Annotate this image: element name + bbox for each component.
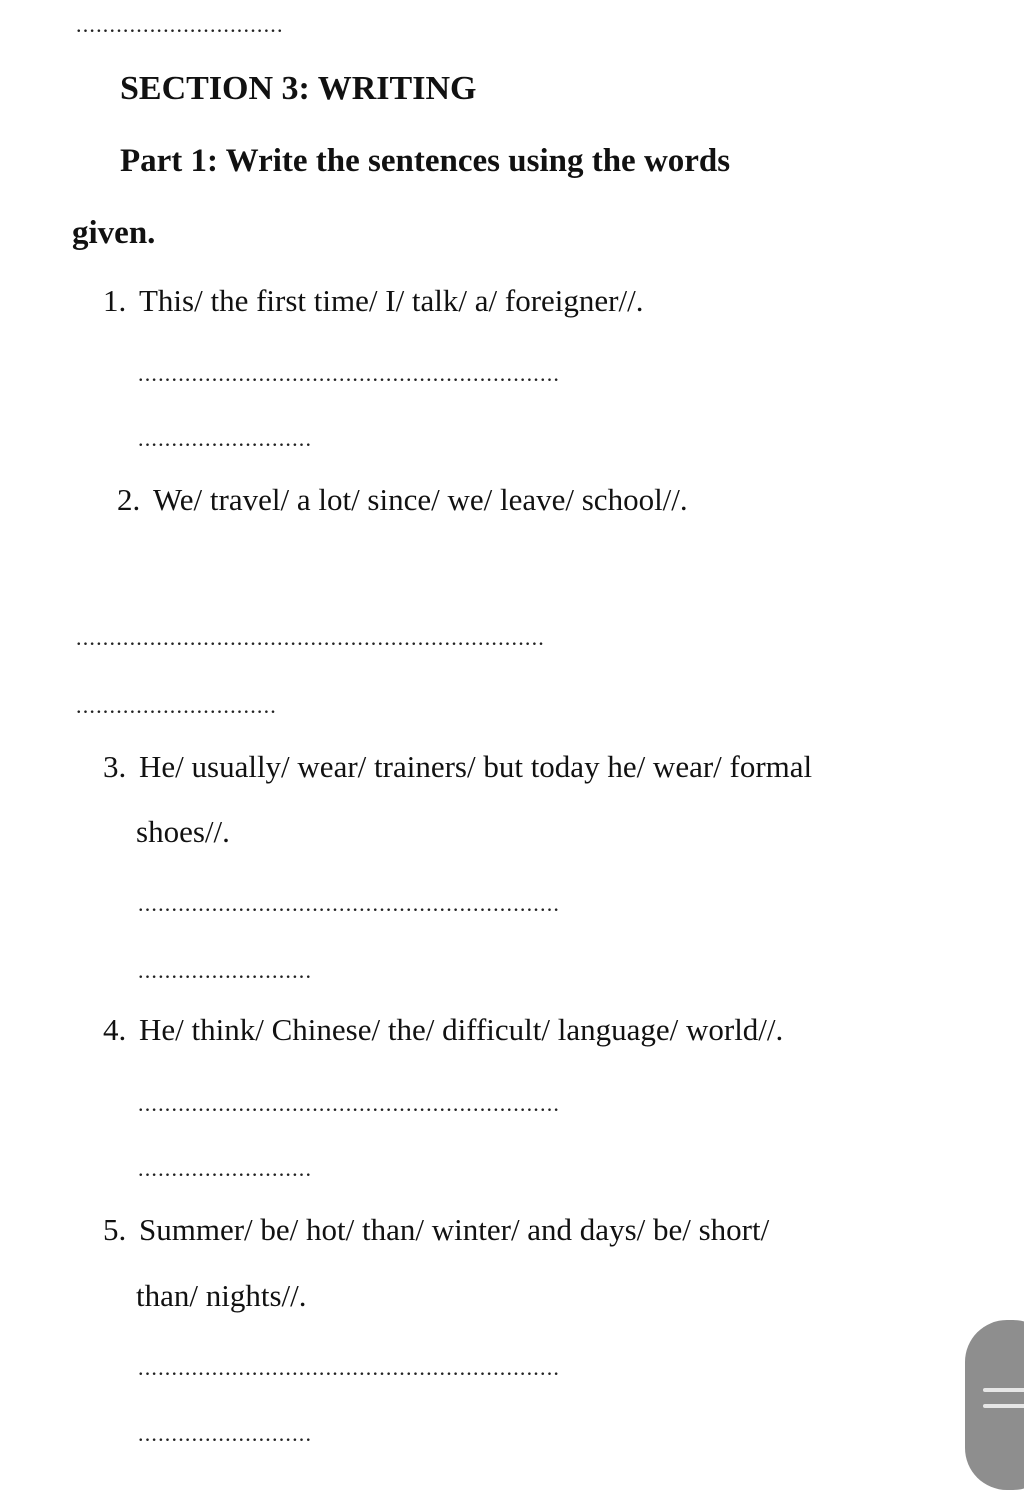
top-answer-dots: ............................... (76, 14, 284, 36)
question-5-continued: than/ nights//. (136, 1278, 307, 1313)
question-number: 1. (103, 283, 127, 318)
question-number: 4. (103, 1012, 127, 1047)
question-text: He/ usually/ wear/ trainers/ but today he/ wear/ formal (139, 749, 813, 784)
answer-line-2a[interactable]: ...................................................................... (76, 627, 545, 649)
question-3 (103, 749, 812, 785)
answer-line-5a[interactable]: ............................................................... (138, 1357, 561, 1379)
handle-line-top (983, 1388, 1024, 1392)
question-4 (103, 1012, 783, 1048)
question-3-continued: shoes//. (136, 814, 230, 849)
question-number: 2. (117, 482, 141, 517)
answer-line-1a[interactable]: ............................................................... (138, 363, 561, 385)
section-title: SECTION 3: WRITING (120, 70, 477, 107)
answer-line-1b[interactable]: .......................... (138, 428, 313, 450)
answer-line-4a[interactable]: ............................................................... (138, 1093, 561, 1115)
answer-line-3a[interactable]: ............................................................... (138, 893, 561, 915)
question-1 (103, 283, 643, 319)
handle-line-bottom (983, 1404, 1024, 1408)
part-title-line2: given. (72, 215, 156, 251)
answer-line-3b[interactable]: .......................... (138, 960, 313, 982)
question-number: 5. (103, 1212, 127, 1247)
question-text: This/ the first time/ I/ talk/ a/ foreigner//. (139, 283, 644, 318)
question-text: Summer/ be/ hot/ than/ winter/ and days/ be/ short/ (139, 1212, 770, 1247)
question-text: We/ travel/ a lot/ since/ we/ leave/ school//. (153, 482, 688, 517)
question-number: 3. (103, 749, 127, 784)
answer-line-5b[interactable]: .......................... (138, 1423, 313, 1445)
question-5 (103, 1212, 769, 1248)
drag-handle-icon[interactable] (965, 1320, 1024, 1490)
answer-line-4b[interactable]: .......................... (138, 1158, 313, 1180)
part-title-line1: Part 1: Write the sentences using the words (120, 143, 731, 179)
answer-line-2b[interactable]: .............................. (76, 695, 277, 717)
question-text: He/ think/ Chinese/ the/ difficult/ language/ world//. (139, 1012, 784, 1047)
question-2 (117, 482, 688, 518)
